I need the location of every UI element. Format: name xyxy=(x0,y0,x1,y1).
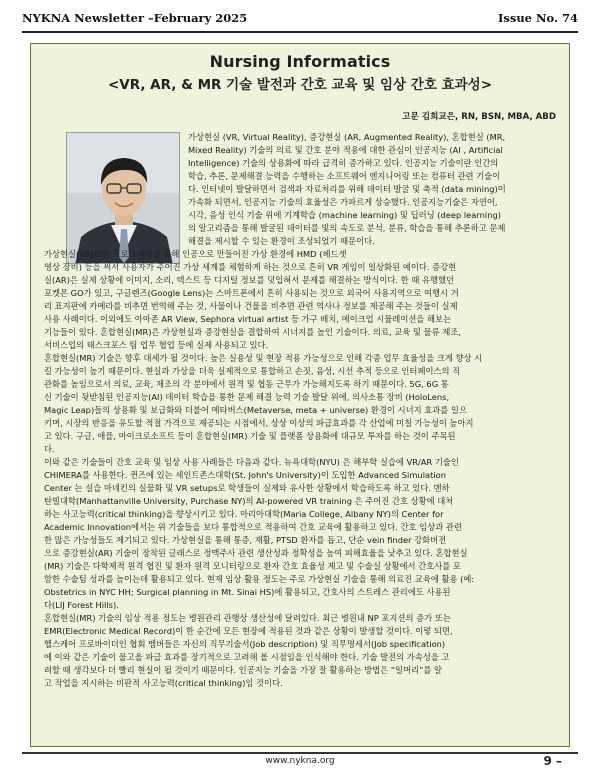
body-line: 가속화 되면서, 인공지능 기술의 효율성은 가파르게 상승했다. 인공지능기술은 자연어, xyxy=(188,197,498,207)
article-subtitle: <VR, AR, & MR 기술 발전과 간호 교육 및 임상 간호 효과성> xyxy=(107,77,493,93)
body-line: 려할 때 생각보다 더 빨리 현실이 될 것이기 때문이다. 인공지능 기술을 가장 잘 활용하는 방법은 “일머리”를 알 xyxy=(44,665,443,675)
body-line: EMR(Electronic Medical Record)이 한 순간에 모든 현장에 적용된 것과 같은 상황이 발생할 것이다. 이렇 되면, xyxy=(44,626,453,636)
author-photo xyxy=(66,132,180,264)
newsletter-masthead xyxy=(22,8,578,28)
body-line: 혼합현실(MR) 기술의 임상 적용 정도는 병원관리 관행상 생산성에 달려있다. 최근 병원내 NP 포지션의 증가 또는 xyxy=(44,613,451,623)
body-line: 서비스업의 태스크포스 팀 업무 협업 등에 실제 사용되고 있다. xyxy=(44,340,269,350)
newsletter-name: NYKNA Newsletter –February 2025 xyxy=(22,11,248,25)
body-line: 관화를 높임으로서 의료, 교육, 제조의 각 분야에서 원격 및 협동 근무가 가능해지도록 하기 때문이다. 5G, 6G 통 xyxy=(44,379,449,389)
footer-website: www.nykna.org xyxy=(265,756,335,766)
body-line: 혼합현실(MR) 기술은 향후 대세가 될 것이다. 높은 실용성 및 현장 적용 가능성으로 인해 각종 업무 효율성을 크게 향상 시 xyxy=(44,353,483,363)
body-line: Obstetrics in NYC HH; Surgical planning in Mt. Sinai HS)에 활용되고, 간호사의 스트레스 관리에도 사용된 xyxy=(44,587,451,597)
article-title: Nursing Informatics xyxy=(209,52,391,71)
body-line: 포켓몬 GO가 있고, 구글렌즈(Google Lens)는 스마트폰에서 흔히 사용되는 것으로 외국어 사용지역으로 여행시 거 xyxy=(44,288,459,298)
body-line: 실(AR)은 실제 상황에 이미지, 소리, 텍스트 등 디지털 정보를 덧입혀서 문제를 해결하는 방식이다. 한 때 유행했던 xyxy=(44,275,455,285)
page-number: 9 – xyxy=(543,754,562,768)
author-byline: 고문 김희교은, RN, BSN, MBA, ABD xyxy=(402,112,556,122)
body-line: 의 알고리즘을 통해 발굴된 데이터를 빛의 속도로 분석, 분류, 학습을 통해 추론하고 문제 xyxy=(188,223,506,233)
issue-number: Issue No. 74 xyxy=(497,11,578,25)
footer-rule xyxy=(22,752,578,754)
body-line: 시각, 음성 인식 기술 위에 기계학습 (machine learning) 및 딥러닝 (deep learning) xyxy=(188,210,501,220)
body-line: 해결을 제시할 수 있는 환경이 조성되었기 때문이다. xyxy=(188,236,375,246)
body-line: CHIMERA를 사용한다. 퀸즈에 있는 세인트존스대학(St. John's University)이 도입한 Advanced Simulation xyxy=(44,470,446,480)
body-line: 다(LIJ Forest Hills). xyxy=(44,600,119,610)
body-line: 킬 가능성이 높기 때문이다. 현실과 가상을 더욱 실제적으로 통합하고 손짓, 음성, 시선 추적 등으로 인터페이스의 직 xyxy=(44,366,461,376)
body-line: 고 있다. 구글, 애플, 마이크로소프트 등이 혼합현실(MR) 기술 및 플랫폼 상용화에 대규모 투자를 하는 것이 주목된 xyxy=(44,431,456,441)
body-line: 고 작업을 지시하는 비판적 사고능력(critical thinking)임 것이다. xyxy=(44,678,283,688)
body-line: 으로 증강현실(AR) 기술이 장착된 글래스로 정맥주사 관련 생산성과 정확성을 높여 피해효율을 낮추고 있다. 혼합현실 xyxy=(44,548,468,558)
body-line: 헬스케어 프로바이더인 협회 멤버들은 자신의 직무기술서(Job description) 및 직무명세서(Job specification) xyxy=(44,639,446,649)
body-line: (MR) 기술은 다학제적 원격 협진 및 환자 원격 모니터링으로 환자 간호 효율성 제고 및 수술실 상황에서 간호사를 포 xyxy=(44,561,461,571)
body-line: 사용 사례이다. 이외에도 아마존 AR View, Sephora virtual artist 등 가구 배치, 메이크업 시뮬레이션을 해보는 xyxy=(44,314,452,324)
body-line: 하는 사고능력(critical thinking)을 향상시키고 있다. 마리아대학(Maria College, Albany NY)의 Center for xyxy=(44,509,444,519)
body-line: 한 많은 가능성들도 제기되고 있다. 가상현실을 통해 통증, 재활, PTSD 환자를 돕고, 단순 vein finder 강화버전 xyxy=(44,535,447,545)
body-line: 탄빌대학(Manhattanville University, Purchase NY)의 AI-powered VR training 은 주어진 간호 상황에 대처 xyxy=(44,496,454,506)
body-line: 리 표지판에 카메라를 비추면 번역해 주는 것, 사물이나 건물을 비추면 관련 역사나 정보를 제공해 주는 것들이 실제 xyxy=(44,301,458,311)
body-line: Mixed Reality) 기술의 의료 및 간호 분야 적용에 대한 관심이 인공지능 (AI , Artificial xyxy=(188,145,503,155)
body-line: 학습, 추론, 문제해결 능력을 수행하는 소프트웨어 엔지니어링 또는 컴퓨터 관련 기술이 xyxy=(188,171,501,181)
body-line: 가상현실(VR)이란 프로그래밍을 통해 인공으로 만들어진 가상 환경에 HMD (헤드셋 xyxy=(44,249,347,259)
body-line: Intelligence) 기술의 상용화에 따라 급격히 증가하고 있다. 인공지능 기술이란 인간의 xyxy=(188,158,499,168)
masthead-rule xyxy=(22,31,578,33)
body-line: 키며, 시장의 반응을 유도할 적절 가격으로 제공되는 시점에서, 상상 이상의 파급효과를 각 산업에 미칠 가능성이 높아지 xyxy=(44,418,474,428)
body-line: 기능들이 있다. 혼합현실(MR)은 가상현실과 증강현실을 결합하여 시너지를 높인 기술이다. 의료, 교육 및 물류 제조, xyxy=(44,327,461,337)
body-line: 이와 같은 기술들이 간호 교육 및 임상 사용 사례들은 다음과 같다. 뉴욕대학(NYU) 은 해부학 실습에 VR/AR 기술인 xyxy=(44,457,459,467)
body-line: Academic Innovation에서는 위 기술들을 보다 통합적으로 적용하여 간호 교육에 활용하고 있다. 간호 임상과 관련 xyxy=(44,522,462,532)
body-line: Center 는 실습 마네킨의 실물화 및 VR setups로 학생들이 실제와 유사한 상황에서 학습하도록 하고 있다. 맨하 xyxy=(44,483,450,493)
body-line: 다. xyxy=(44,444,55,454)
body-line: Magic Leap)들의 상용화 및 보급화와 더불어 메타버스(Metaverse, meta + universe) 환경이 시너지 효과를 일으 xyxy=(44,405,467,415)
body-line: 가상현실 (VR, Virtual Reality), 증강현실 (AR, Augmented Reality), 혼합현실 (MR, xyxy=(188,132,506,142)
body-line: 신 기술이 뒷받침된 인공지능(AI) 데이터 학습을 통한 문제 해결 능력 기술 발달 위에, 의사소통 장비 (HoloLens, xyxy=(44,392,450,402)
body-line: 다. 인터넷이 발달하면서 검색과 자료처리를 위해 데이터 발굴 및 축적 (data mining)이 xyxy=(188,184,506,194)
body-line: 함한 수술팀 성과를 높이는데 활용되고 있다. 현재 임상 활용 정도는 주로 가상현실 기술을 통해 의료진 교육에 활용 (예: xyxy=(44,574,475,584)
body-line: 에 이와 같은 기술이 물고올 파급 효과를 장기적으로 고려해 볼 시점임을 인식해야 한다. 기술 발전의 가속성을 고 xyxy=(44,652,450,662)
author-portrait-illustration xyxy=(67,133,180,264)
body-line: 영상 장비) 등을 써서 사용자가 주어진 가상 세계를 체험하게 하는 것으로 흔히 VR 게임이 일상화된 예이다. 증강현 xyxy=(44,262,457,272)
